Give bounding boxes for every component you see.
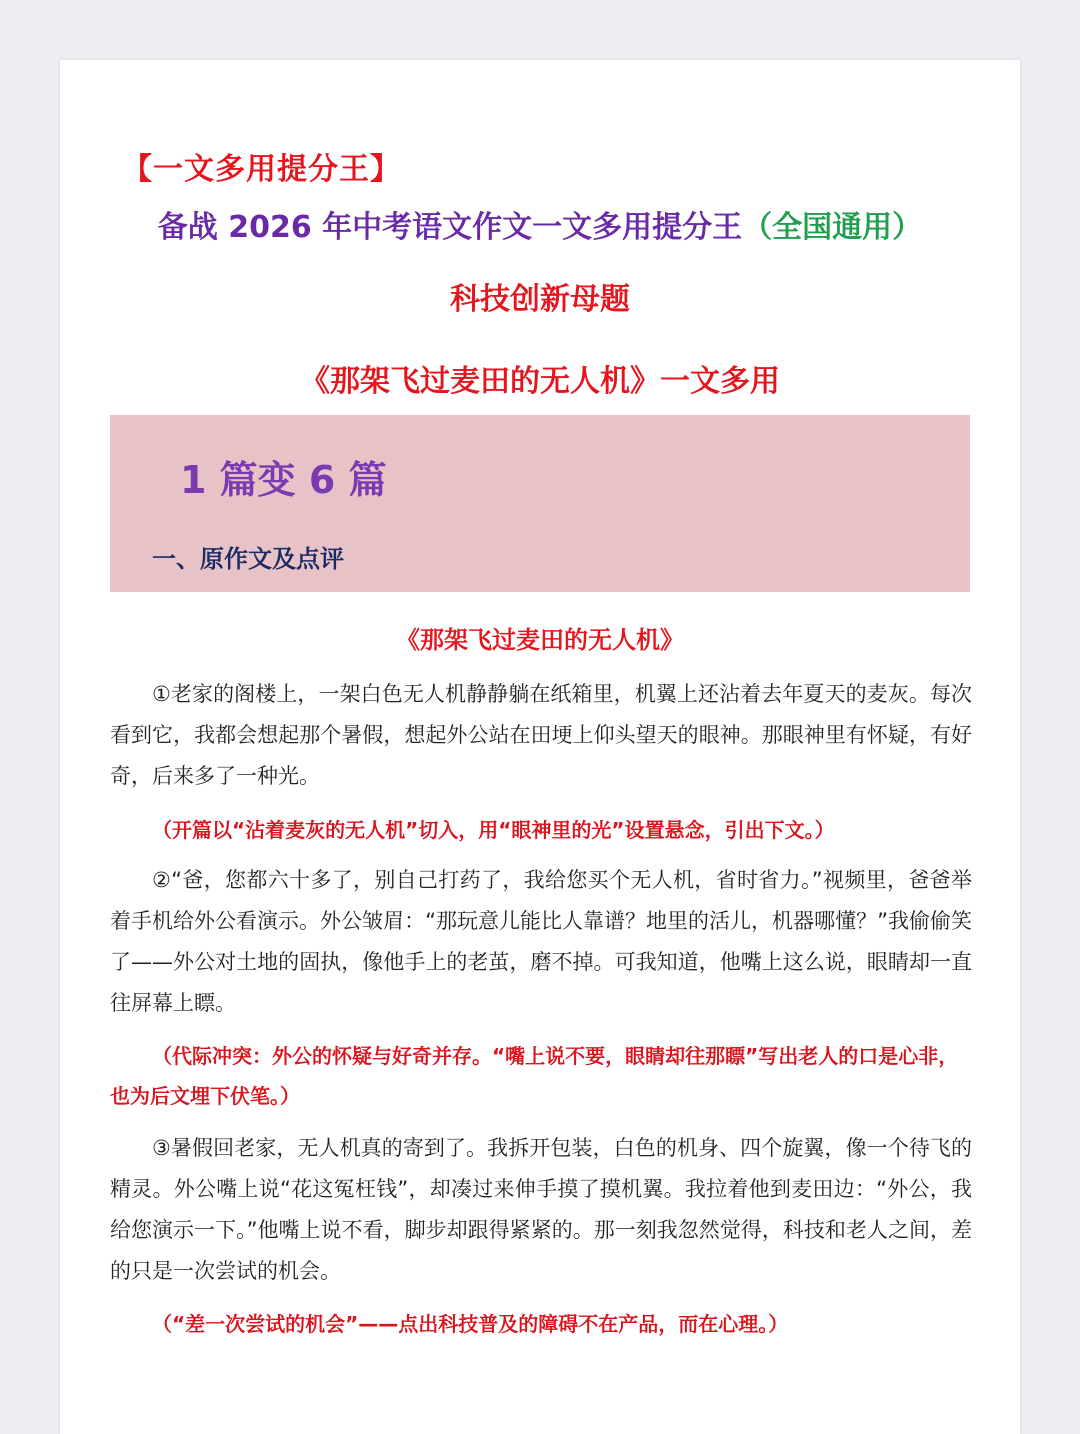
essay-heading: 《那架飞过麦田的无人机》一文多用 <box>300 364 780 399</box>
article-title: 《那架飞过麦田的无人机》 <box>396 626 684 654</box>
comment-1: （开篇以“沾着麦灰的无人机”切入，用“眼神里的光”设置悬念，引出下文。） <box>152 818 835 842</box>
banner-title: 1 篇变 6 篇 <box>180 458 387 502</box>
comment-2: （代际冲突：外公的怀疑与好奇并存。“嘴上说不要，眼睛却往那瞟”写出老人的口是心非，也为后文埋下伏笔。） <box>110 1044 959 1108</box>
section-heading: 一、原作文及点评 <box>152 545 344 573</box>
brand-label: 【一文多用提分王】 <box>122 152 401 187</box>
section-banner <box>110 415 970 592</box>
main-title-text: 备战 2026 年中考语文作文一文多用提分王 <box>157 210 743 245</box>
comment-3: （“差一次尝试的机会”——点出科技普及的障碍不在产品，而在心理。） <box>152 1312 789 1336</box>
theme-title: 科技创新母题 <box>450 282 630 317</box>
main-title <box>60 202 1020 246</box>
paragraph-1: ①老家的阁楼上，一架白色无人机静静躺在纸箱里，机翼上还沾着去年夏天的麦灰。每次看到它，我都会想起那个暑假，想起外公站在田埂上仰头望天的眼神。那眼神里有怀疑，有好奇，后来多了一种光。 <box>110 682 972 788</box>
document-page <box>60 60 1020 1434</box>
paragraph-2: ②“爸，您都六十多了，别自己打药了，我给您买个无人机，省时省力。”视频里，爸爸举着手机给外公看演示。外公皱眉：“那玩意儿能比人靠谱？地里的活儿，机器哪懂？”我偷偷笑了——外公对土地的固执，像他手上的老茧，磨不掉。可我知道，他嘴上这么说，眼睛却一直往屏幕上瞟。 <box>110 868 972 1015</box>
scope-tag: （全国通用） <box>742 210 923 245</box>
paragraph-3: ③暑假回老家，无人机真的寄到了。我拆开包装，白色的机身、四个旋翼，像一个待飞的精灵。外公嘴上说“花这冤枉钱”，却凑过来伸手摸了摸机翼。我拉着他到麦田边：“外公，我给您演示一下。”他嘴上说不看，脚步却跟得紧紧的。那一刻我忽然觉得，科技和老人之间，差的只是一次尝试的机会。 <box>110 1136 972 1283</box>
